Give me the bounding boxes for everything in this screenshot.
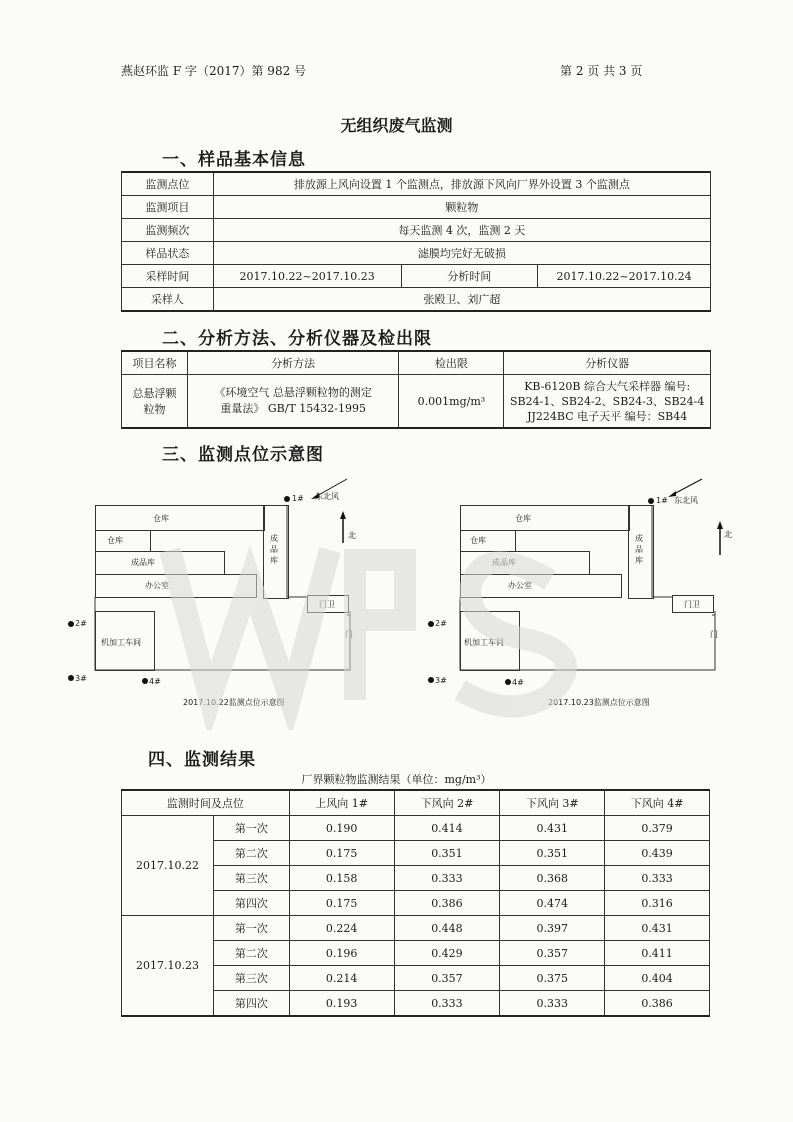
header-cell: 检出限 bbox=[399, 351, 504, 375]
table-row bbox=[122, 172, 711, 196]
method-cell bbox=[187, 375, 399, 429]
map-1-caption: 2017.10.22监测点位示意图 bbox=[183, 698, 285, 707]
round-cell: 第三次 bbox=[213, 966, 289, 991]
warehouse-label: 仓库 bbox=[153, 514, 169, 523]
point-2-marker bbox=[68, 621, 74, 627]
label-cell: 监测点位 bbox=[122, 172, 214, 196]
label-cell: 采样时间 bbox=[122, 265, 214, 288]
method-line: 《环境空气 总悬浮颗粒物的测定 bbox=[214, 386, 372, 399]
value-cell: 0.316 bbox=[605, 891, 710, 916]
sample-info-table bbox=[121, 171, 711, 312]
wind-label: 东北风 bbox=[674, 496, 698, 505]
document-number: 燕赵环监 F 字（2017）第 982 号 bbox=[121, 64, 307, 78]
value-cell: 0.351 bbox=[394, 841, 500, 866]
product-store-label: 成品库 bbox=[270, 534, 278, 565]
header-cell: 下风向 3# bbox=[500, 790, 605, 816]
value-cell: 0.397 bbox=[500, 916, 605, 941]
point-1-label: 1# bbox=[656, 496, 668, 505]
value-cell: 0.333 bbox=[605, 866, 710, 891]
results-caption: 厂界颗粒物监测结果（单位：mg/m³） bbox=[301, 773, 492, 786]
item-cell: 总悬浮颗粒物 bbox=[122, 375, 188, 429]
table-row bbox=[122, 219, 711, 242]
round-cell: 第三次 bbox=[213, 866, 289, 891]
gatehouse-label: 门卫 bbox=[319, 600, 335, 609]
page-title: 无组织废气监测 bbox=[340, 116, 453, 135]
value-cell: 0.333 bbox=[500, 991, 605, 1017]
value-cell: 滤膜均完好无破损 bbox=[213, 242, 710, 265]
value-cell: 0.224 bbox=[289, 916, 394, 941]
value-cell: 0.368 bbox=[500, 866, 605, 891]
value-cell: 0.214 bbox=[289, 966, 394, 991]
finished-label: 成品库 bbox=[131, 558, 155, 567]
point-2-label: 2# bbox=[435, 619, 447, 628]
warehouse-small-label: 仓库 bbox=[470, 536, 486, 545]
site-boundary bbox=[430, 475, 760, 690]
table-row bbox=[122, 916, 710, 941]
value-cell: 0.474 bbox=[500, 891, 605, 916]
round-cell: 第一次 bbox=[213, 816, 289, 841]
value-cell: 0.193 bbox=[289, 991, 394, 1017]
instrument-line: SB24-1、SB24-2、SB24-3、SB24-4 bbox=[510, 394, 705, 408]
value-cell: 0.351 bbox=[500, 841, 605, 866]
north-label: 北 bbox=[348, 531, 356, 540]
instrument-line: KB-6120B 综合大气采样器 编号: bbox=[524, 379, 691, 393]
label-cell: 采样人 bbox=[122, 288, 214, 312]
point-1-marker bbox=[648, 498, 654, 504]
value-cell: 0.357 bbox=[500, 941, 605, 966]
value-cell: 0.357 bbox=[394, 966, 500, 991]
point-1-label: 1# bbox=[292, 494, 304, 503]
page-number: 第 2 页 共 3 页 bbox=[560, 64, 643, 78]
value-cell: 0.414 bbox=[394, 816, 500, 841]
table-row bbox=[122, 351, 711, 375]
value-cell: 0.190 bbox=[289, 816, 394, 841]
date-cell: 2017.10.22 bbox=[122, 816, 214, 916]
value-cell: 每天监测 4 次，监测 2 天 bbox=[213, 219, 710, 242]
gatehouse-label: 门卫 bbox=[684, 600, 700, 609]
value-cell: 排放源上风向设置 1 个监测点，排放源下风向厂界外设置 3 个监测点 bbox=[213, 172, 710, 196]
header-cell: 上风向 1# bbox=[289, 790, 394, 816]
instrument-line: JJ224BC 电子天平 编号：SB44 bbox=[527, 409, 688, 423]
round-cell: 第一次 bbox=[213, 916, 289, 941]
value-cell: 0.175 bbox=[289, 841, 394, 866]
table-row bbox=[122, 196, 711, 219]
map-2-caption: 2017.10.23监测点位示意图 bbox=[548, 698, 650, 707]
office-label: 办公室 bbox=[508, 581, 532, 590]
value-cell: 0.404 bbox=[605, 966, 710, 991]
method-line: 重量法》 GB/T 15432-1995 bbox=[220, 402, 366, 415]
value-cell: 0.175 bbox=[289, 891, 394, 916]
round-cell: 第四次 bbox=[213, 891, 289, 916]
value-cell: 0.333 bbox=[394, 866, 500, 891]
instrument-cell bbox=[504, 375, 711, 429]
value-cell: 0.431 bbox=[605, 916, 710, 941]
gate-label: 门 bbox=[710, 630, 718, 639]
point-3-marker bbox=[428, 677, 434, 683]
table-row bbox=[122, 375, 711, 429]
value-cell: 张殿卫、刘广超 bbox=[213, 288, 710, 312]
header-cell: 监测时间及点位 bbox=[122, 790, 290, 816]
value-cell: 0.386 bbox=[394, 891, 500, 916]
value-cell: 0.386 bbox=[605, 991, 710, 1017]
header-cell: 分析仪器 bbox=[504, 351, 711, 375]
point-4-label: 4# bbox=[149, 677, 161, 686]
workshop-label: 机加工车间 bbox=[464, 638, 504, 647]
value-cell: 0.158 bbox=[289, 866, 394, 891]
label-cell: 样品状态 bbox=[122, 242, 214, 265]
table-row bbox=[122, 265, 711, 288]
results-table bbox=[121, 789, 710, 1017]
value-cell: 0.431 bbox=[500, 816, 605, 841]
section-1-heading: 一、样品基本信息 bbox=[162, 150, 306, 170]
date-cell: 2017.10.23 bbox=[122, 916, 214, 1017]
table-row bbox=[122, 242, 711, 265]
office-label: 办公室 bbox=[145, 581, 169, 590]
round-cell: 第二次 bbox=[213, 841, 289, 866]
point-2-marker bbox=[428, 621, 434, 627]
header-cell: 下风向 4# bbox=[605, 790, 710, 816]
product-store-label: 成品库 bbox=[635, 534, 643, 565]
header-cell: 项目名称 bbox=[122, 351, 188, 375]
table-row bbox=[122, 288, 711, 312]
value-cell: 0.429 bbox=[394, 941, 500, 966]
point-4-marker bbox=[505, 679, 511, 685]
label-cell: 监测项目 bbox=[122, 196, 214, 219]
monitoring-map-1 bbox=[65, 475, 395, 690]
header-cell: 下风向 2# bbox=[394, 790, 500, 816]
warehouse-label: 仓库 bbox=[515, 514, 531, 523]
section-4-heading: 四、监测结果 bbox=[148, 750, 256, 770]
round-cell: 第二次 bbox=[213, 941, 289, 966]
value-cell: 0.379 bbox=[605, 816, 710, 841]
gate-label: 门 bbox=[345, 630, 353, 639]
label-cell: 监测频次 bbox=[122, 219, 214, 242]
section-2-heading: 二、分析方法、分析仪器及检出限 bbox=[162, 329, 432, 349]
point-2-label: 2# bbox=[75, 619, 87, 628]
value-cell: 0.411 bbox=[605, 941, 710, 966]
value-cell: 2017.10.22~2017.10.23 bbox=[213, 265, 401, 288]
point-3-label: 3# bbox=[75, 674, 87, 683]
table-row bbox=[122, 816, 710, 841]
warehouse-small-label: 仓库 bbox=[107, 536, 123, 545]
header-cell: 分析方法 bbox=[187, 351, 399, 375]
value-cell: 2017.10.22~2017.10.24 bbox=[538, 265, 711, 288]
value-cell: 0.333 bbox=[394, 991, 500, 1017]
method-table bbox=[121, 350, 711, 429]
limit-cell: 0.001mg/m³ bbox=[399, 375, 504, 429]
value-cell: 0.439 bbox=[605, 841, 710, 866]
monitoring-map-2 bbox=[430, 475, 760, 690]
value-cell: 0.196 bbox=[289, 941, 394, 966]
wind-label: 东北风 bbox=[315, 492, 339, 501]
point-1-marker bbox=[284, 496, 290, 502]
round-cell: 第四次 bbox=[213, 991, 289, 1017]
workshop-label: 机加工车间 bbox=[101, 638, 141, 647]
table-header-row bbox=[122, 790, 710, 816]
label-cell: 分析时间 bbox=[401, 265, 538, 288]
north-label: 北 bbox=[724, 530, 732, 539]
point-3-label: 3# bbox=[435, 676, 447, 685]
point-4-marker bbox=[142, 678, 148, 684]
point-4-label: 4# bbox=[512, 678, 524, 687]
value-cell: 0.375 bbox=[500, 966, 605, 991]
finished-label: 成品库 bbox=[492, 558, 516, 567]
point-3-marker bbox=[68, 675, 74, 681]
value-cell: 颗粒物 bbox=[213, 196, 710, 219]
value-cell: 0.448 bbox=[394, 916, 500, 941]
site-boundary bbox=[65, 475, 395, 690]
section-3-heading: 三、监测点位示意图 bbox=[162, 445, 324, 465]
